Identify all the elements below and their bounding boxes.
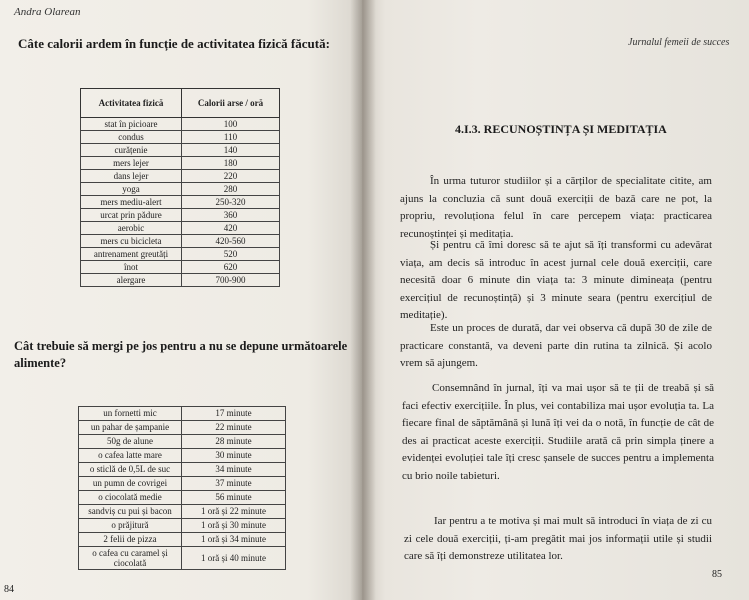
duration-cell: 56 minute: [182, 491, 286, 505]
calories-cell: 140: [182, 144, 280, 157]
food-cell: o prăjitură: [79, 519, 182, 533]
activity-cell: mers lejer: [81, 157, 182, 170]
duration-cell: 30 minute: [182, 449, 286, 463]
activity-cell: înot: [81, 261, 182, 274]
calories-cell: 100: [182, 118, 280, 131]
page-header-author: Andra Olarean: [14, 6, 81, 18]
table-row: [81, 183, 280, 196]
page-number-right: 85: [712, 569, 722, 580]
food-cell: 2 felii de pizza: [79, 533, 182, 547]
calories-cell: 250-320: [182, 196, 280, 209]
table-row: [81, 196, 280, 209]
activity-cell: aerobic: [81, 222, 182, 235]
food-cell: sandviș cu pui și bacon: [79, 505, 182, 519]
calories-cell: 180: [182, 157, 280, 170]
book-gutter: [350, 0, 376, 600]
food-cell: 50g de alune: [79, 435, 182, 449]
activity-cell: mers cu bicicleta: [81, 235, 182, 248]
calories-cell: 700-900: [182, 274, 280, 287]
calories-cell: 420-560: [182, 235, 280, 248]
duration-cell: 17 minute: [182, 407, 286, 421]
activity-cell: antrenament greutăți: [81, 248, 182, 261]
duration-cell: 28 minute: [182, 435, 286, 449]
section-title: 4.I.3. RECUNOȘTINȚA ȘI MEDITAȚIA: [455, 122, 667, 136]
activity-cell: curățenie: [81, 144, 182, 157]
duration-cell: 1 oră și 30 minute: [182, 519, 286, 533]
paragraph: Consemnând în jurnal, îți va mai ușor să te ții de treabă și să faci efectiv exercițiile. În plus, vei contabiliza mai ușor evoluția ta. La fiecare final de săptămână și lună îți vei da o notă, în funcție de cât de des ai practicat aceste exerciții. Studiile arată că prin simpla ținere a evidenței evoluției tale îți cresc șansele de succes pentru a implementa cu brio noile tabieturi.: [402, 382, 714, 482]
food-cell: un fornetti mic: [79, 407, 182, 421]
activity-cell: alergare: [81, 274, 182, 287]
activity-cell: mers mediu-alert: [81, 196, 182, 209]
food-cell: un pumn de covrigei: [79, 477, 182, 491]
table-row: [79, 407, 286, 421]
table-row: [79, 519, 286, 533]
table-row: [81, 209, 280, 222]
duration-cell: 1 oră și 40 minute: [182, 547, 286, 570]
table-row: [81, 248, 280, 261]
calories-cell: 280: [182, 183, 280, 196]
activity-cell: dans lejer: [81, 170, 182, 183]
page-number-left: 84: [4, 584, 14, 595]
table-row: [81, 118, 280, 131]
calories-cell: 220: [182, 170, 280, 183]
food-cell: un pahar de șampanie: [79, 421, 182, 435]
table-header-calories: Calorii arse / oră: [182, 89, 280, 118]
table-row: [79, 463, 286, 477]
food-cell: o cafea latte mare: [79, 449, 182, 463]
table-row: [79, 421, 286, 435]
table-row: [81, 157, 280, 170]
duration-cell: 1 oră și 34 minute: [182, 533, 286, 547]
walking-table: [78, 406, 286, 570]
activity-cell: yoga: [81, 183, 182, 196]
calories-cell: 420: [182, 222, 280, 235]
activity-cell: stat în picioare: [81, 118, 182, 131]
table-row: [81, 144, 280, 157]
duration-cell: 37 minute: [182, 477, 286, 491]
calories-table: [80, 88, 280, 287]
activity-cell: condus: [81, 131, 182, 144]
table-row: [79, 491, 286, 505]
table-header-activity: Activitatea fizică: [81, 89, 182, 118]
walking-question: Cât trebuie să mergi pe jos pentru a nu se depune următoarele alimente?: [14, 339, 348, 370]
table-row: [81, 261, 280, 274]
food-cell: o ciocolată medie: [79, 491, 182, 505]
table-row: [79, 449, 286, 463]
activity-cell: urcat prin pădure: [81, 209, 182, 222]
page-header-book-title: Jurnalul femeii de succes: [628, 37, 730, 48]
paragraph: În urma tuturor studiilor și a cărților de specialitate citite, am ajuns la concluzia că sunt două exerciții de bază care ne pot, la propriu, revoluționa felul în care percepem viața: practicarea recunoștinței și meditația.: [400, 175, 712, 240]
table-row: [81, 222, 280, 235]
food-cell: o sticlă de 0,5L de suc: [79, 463, 182, 477]
calories-cell: 110: [182, 131, 280, 144]
table-row: [79, 505, 286, 519]
calories-cell: 620: [182, 261, 280, 274]
table-row: [81, 131, 280, 144]
food-cell: o cafea cu caramel și ciocolată: [79, 547, 182, 570]
calories-cell: 360: [182, 209, 280, 222]
calories-question: Câte calorii ardem în funcție de activitatea fizică făcută:: [18, 36, 330, 51]
table-row: [79, 533, 286, 547]
paragraph: Și pentru că îmi doresc să te ajut să îți transformi cu adevărat viața, am decis să introduc în acest jurnal cele două exerciții, care necesită doar 6 minute din viața ta: 3 minute dimineața (pentru exercițiul de recunoștință) și 3 minute seara (pentru exercițiul de meditație).: [400, 239, 712, 321]
calories-cell: 520: [182, 248, 280, 261]
table-row: [79, 477, 286, 491]
duration-cell: 1 oră și 22 minute: [182, 505, 286, 519]
table-row: [79, 547, 286, 570]
paragraph: Iar pentru a te motiva și mai mult să introduci în viața de zi cu zi cele două exerciții, ți-am pregătit mai jos informații utile și studii care să îți demonstreze utilitatea lor.: [404, 515, 712, 562]
table-row: [81, 170, 280, 183]
paragraph: Este un proces de durată, dar vei observa că după 30 de zile de practicare constantă, va deveni parte din rutina ta zilnică. Și acolo vrem să ajungem.: [400, 322, 712, 369]
table-row: [79, 435, 286, 449]
duration-cell: 34 minute: [182, 463, 286, 477]
table-row: [81, 235, 280, 248]
left-page: [0, 0, 362, 600]
duration-cell: 22 minute: [182, 421, 286, 435]
table-row: [81, 274, 280, 287]
